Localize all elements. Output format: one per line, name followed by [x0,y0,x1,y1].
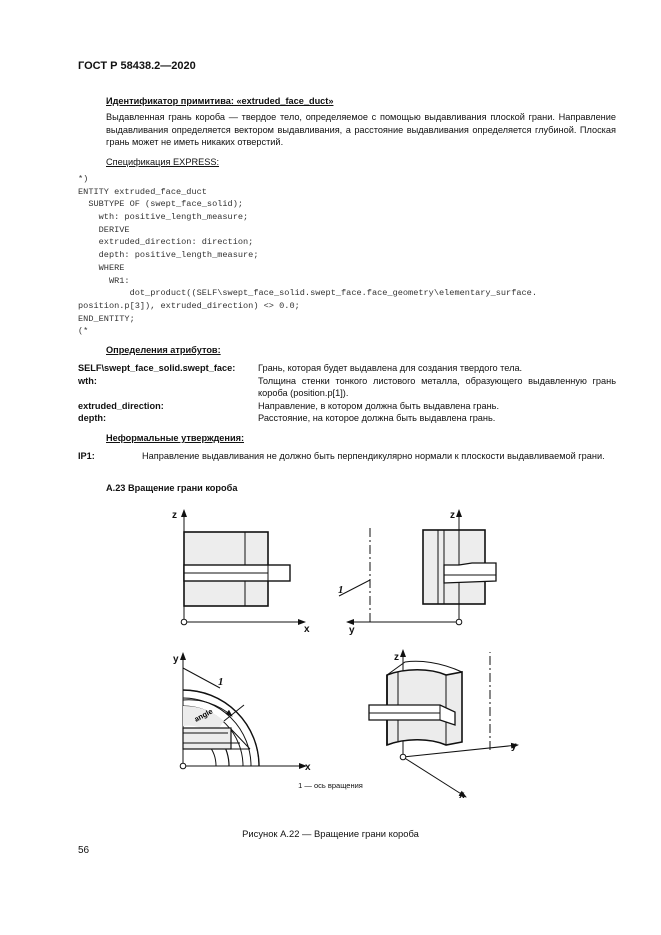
figure-caption: Рисунок А.22 — Вращение грани короба [242,828,419,839]
attribute-name: wth: [78,376,97,386]
axis-z-label: z [394,652,399,663]
code-line: extruded_direction: direction; [78,237,254,248]
attribute-desc: Грань, которая будет выдавлена для создания твердого тела. [258,363,523,373]
axis-y-label: y [511,741,517,752]
code-line: *) [78,174,89,184]
primitive-identifier-title: Идентификатор примитива: «extruded_face_duct» [106,96,334,106]
code-line: depth: positive_length_measure; [78,250,259,261]
primitive-description: Выдавленная грань короба — твердое тело, определяемое с помощью выдавливания плоской грани. Направление выдавливания определяется вектором выдавливания, а расстояние выдавливания определяется глубиной. Плоская грань может не иметь никаких отверстий. [106,112,616,148]
side-view [339,510,496,625]
top-view [180,653,306,769]
informal-statements-title: Неформальные утверждения: [106,433,245,443]
page-number: 56 [78,845,90,856]
code-line: (* [78,326,89,337]
axis-x-label: x [305,762,311,773]
angle-label: angle [192,706,215,724]
attribute-name: extruded_direction: [78,401,164,411]
callout-rotation-axis: 1 [338,584,344,596]
axis-x-label: x [304,624,310,635]
axis-y-label: y [173,654,179,665]
document-header: ГОСТ Р 58438.2—2020 [78,60,196,72]
express-spec-title: Спецификация EXPRESS: [106,157,220,167]
callout-rotation-axis: 1 [218,676,224,688]
axis-y-label: y [349,625,355,636]
attribute-name: SELF\swept_face_solid.swept_face: [78,363,236,373]
axis-z-label: z [172,510,177,521]
code-line: WHERE [78,262,125,273]
code-line: dot_product((SELF\swept_face_solid.swept_face.face_geometry\elementary_surface. [78,288,537,299]
axis-z-label: z [450,510,455,521]
isometric-view [369,650,518,797]
code-line: position.p[3]), extruded_direction) <> 0.0; [78,300,300,311]
code-line: END_ENTITY; [78,313,135,324]
informal-statement-text: Направление выдавливания не должно быть перпендикулярно нормали к плоскости выдавливаемой грани. [142,451,605,461]
attribute-desc: Расстояние, на которое должна быть выдавлена грань. [258,413,496,423]
front-view [181,510,305,625]
subsection-title: А.23 Вращение грани короба [106,483,238,493]
code-line: DERIVE [78,224,130,235]
code-line: wth: positive_length_measure; [78,212,249,223]
attribute-name: depth: [78,413,107,423]
informal-statement-id: IP1: [78,451,95,461]
code-line: ENTITY extruded_face_duct [78,186,207,197]
attribute-desc: Толщина стенки тонкого листового металла, образующего выдавленную грань короба (position.p[1]). [258,376,616,399]
code-line: SUBTYPE OF (swept_face_solid); [78,199,244,210]
code-line: WR1: [78,275,130,286]
attribute-desc: Направление, в котором должна быть выдавлена грань. [258,401,500,411]
figure-legend: 1 — ось вращения [298,781,363,790]
attributes-title: Определения атрибутов: [106,345,221,355]
axis-x-label: x [459,790,465,801]
